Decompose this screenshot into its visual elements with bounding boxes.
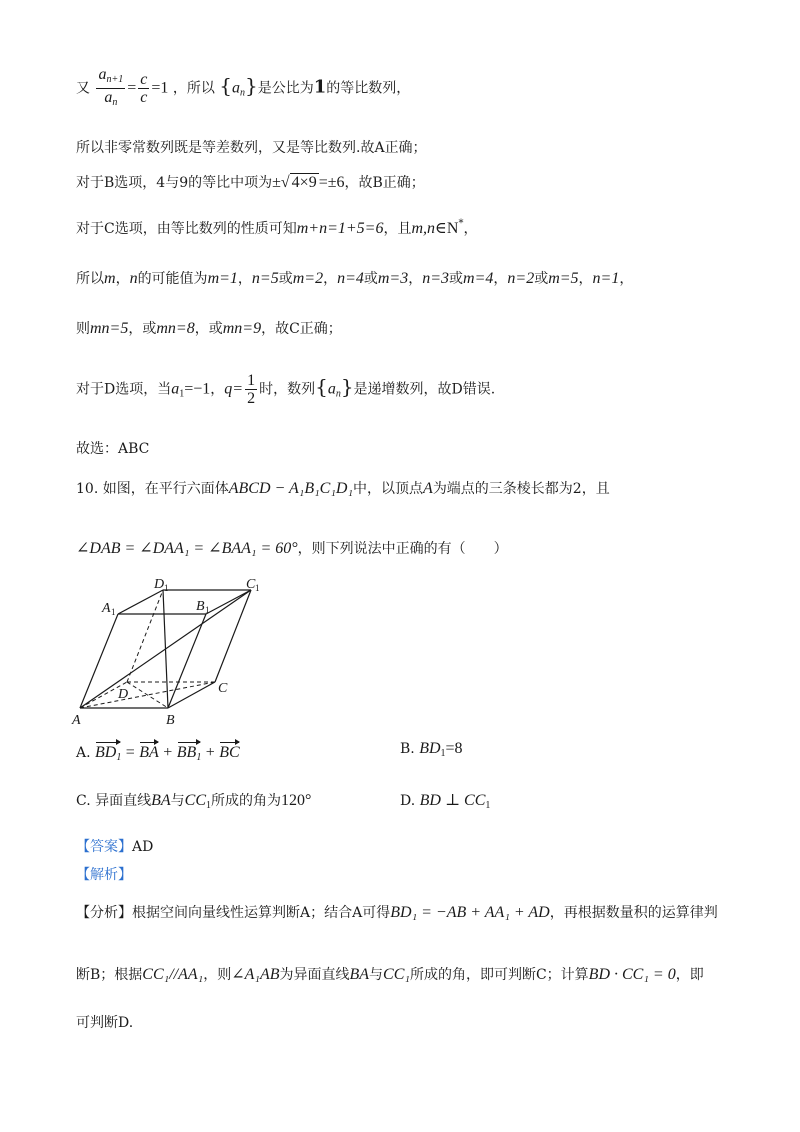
text-comma: ， — [463, 221, 478, 237]
text-with: 与 — [170, 793, 185, 809]
frac-den: a — [104, 89, 113, 106]
text-ratio: 是公比为 — [257, 80, 314, 97]
text: 根据空间向量线性运算判断A；结合A可得 — [132, 905, 391, 921]
label-A1: A — [102, 601, 111, 616]
eq: n=2 — [507, 270, 535, 287]
text-b-tail: ，故B正确； — [344, 175, 425, 191]
sub: 1 — [206, 800, 212, 811]
label-D1-sub: 1 — [164, 583, 169, 593]
line-question-10 — [76, 478, 610, 498]
seq-a: a — [327, 380, 336, 398]
answer-value: AD — [132, 839, 154, 855]
edge-A1D1 — [118, 590, 163, 614]
dot-expr: BD · CC₁ = 0 — [588, 966, 676, 983]
eq: m=5 — [548, 270, 579, 287]
label-D: D — [118, 687, 129, 702]
edge-CC1 — [215, 590, 251, 682]
comma: ， — [619, 271, 634, 287]
edge-BB1 — [168, 614, 206, 708]
var-n: n — [129, 270, 138, 287]
var-m: m — [104, 270, 116, 287]
comma: ， — [210, 381, 225, 398]
eq-m-n: m+n=1+5=6 — [296, 220, 384, 237]
text: 所成的角，即可判断C；计算 — [409, 967, 589, 983]
line-option-d: 对于D选项，当$a_1=-1$，q= $\frac{1}{2}$ 时，数列$\{a_n\}$是递增数列，故D错误. — [76, 372, 496, 407]
edge-B1C1 — [206, 590, 251, 614]
label-C1-sub: 1 — [255, 583, 260, 593]
diagonal-BD1 — [163, 590, 168, 708]
vec-text: BB — [176, 744, 197, 761]
text: ，再根据数量积的运算律判 — [549, 905, 718, 921]
expr: BD — [419, 740, 441, 757]
text-possible: 的可能值为 — [137, 271, 208, 287]
text-geom: 的等比数列， — [326, 80, 411, 97]
sub: 1 — [485, 800, 491, 811]
comma: ， — [578, 271, 593, 287]
solid-name: ABCD − A₁B₁C₁D₁ — [228, 480, 354, 497]
frac-num: a — [98, 66, 107, 83]
parallelepiped-figure — [70, 570, 270, 730]
text-b-prefix: 对于B选项，4与9的等比中项为 — [76, 175, 273, 191]
vec-text: BA — [139, 744, 159, 761]
var-q: q= — [224, 380, 244, 398]
seq-sub: n — [335, 388, 341, 400]
set-N: N — [446, 220, 459, 237]
label-A: A — [72, 713, 81, 728]
analysis-p3: 可判断D. — [76, 1015, 134, 1031]
angle-expr: ∠A₁AB — [231, 966, 280, 983]
text: 为异面直线 — [279, 967, 350, 983]
line-CC1: CC₁ — [383, 966, 410, 983]
answer-line — [76, 836, 153, 856]
text-with: 与 — [369, 967, 384, 983]
text-or: ，或 — [194, 321, 223, 337]
line-mn — [76, 318, 342, 338]
analysis-tag: 【解析】 — [76, 867, 132, 883]
vec-text: BD — [95, 744, 117, 761]
sqrt-content: 4×9 — [291, 174, 317, 191]
vec-BC — [219, 740, 239, 762]
text-you: 又 — [76, 80, 90, 97]
text-ze: 则 — [76, 321, 90, 337]
analysis-p1 — [76, 902, 718, 922]
sub: 1 — [440, 748, 446, 759]
text-q10-tail: 为端点的三条棱长都为2，且 — [432, 481, 610, 497]
line-BA: BA — [349, 966, 370, 983]
vec-BA — [139, 740, 159, 762]
text-d-mid: 时，数列 — [259, 381, 316, 398]
edge-DD1-hidden — [127, 590, 163, 682]
label-D1: D — [154, 577, 165, 592]
line-ratio: 又 $\frac{a_{n+1}}{a_n}$ = $\frac{c}{c}$ =1 ，所以 $\{a_n\}$是公比为1的等比数列， — [76, 66, 410, 111]
angle-value: 120° — [281, 792, 312, 809]
eq: n=1 — [592, 270, 620, 287]
text-or: 或 — [363, 271, 378, 287]
seq-sub: n — [240, 87, 246, 99]
frac-den: 2 — [247, 390, 256, 407]
text-d-tail: 是递增数列，故D错误. — [353, 381, 496, 398]
vec-sub: 1 — [116, 752, 122, 763]
set-mn: m,n∈ — [411, 220, 447, 237]
analysis-p2 — [76, 964, 704, 984]
eq: mn=8 — [156, 320, 195, 337]
eq: n=4 — [337, 270, 364, 287]
edge-BC — [168, 682, 215, 708]
text-or: 或 — [278, 271, 293, 287]
text: ，则 — [203, 967, 232, 983]
eq: m=4 — [463, 270, 494, 287]
label-B: B — [166, 713, 175, 728]
label-C1: C — [246, 577, 256, 592]
fraction-half — [245, 372, 257, 407]
text-q10-prefix: 10. 如图，在平行六面体 — [76, 481, 229, 497]
diagonal-DB-hidden — [127, 682, 168, 708]
line-choice: 故选：ABC — [76, 441, 150, 457]
label-C: C — [218, 681, 228, 696]
eq: m=2 — [292, 270, 324, 287]
line-CC1: CC — [184, 792, 207, 809]
analysis-tag-line — [76, 864, 132, 884]
frac-num: 1 — [247, 372, 256, 389]
option-C-label: C. 异面直线 — [76, 793, 152, 809]
text-angle-is: 所成的角为 — [211, 793, 282, 809]
sub: 1 — [179, 388, 185, 400]
vec-sub: 1 — [196, 752, 202, 763]
line-values — [76, 268, 633, 288]
option-D-label: D. — [400, 793, 416, 809]
eq: n=5 — [251, 270, 279, 287]
var-a: a — [171, 380, 180, 398]
eq: m=3 — [377, 270, 409, 287]
text-or: ，或 — [128, 321, 157, 337]
comma: ， — [115, 271, 130, 287]
vector-expr: BD₁ = −AB + AA₁ + AD — [390, 904, 550, 921]
text: 断B；根据 — [76, 967, 143, 983]
text-or: 或 — [449, 271, 464, 287]
option-A-label: A. — [76, 745, 91, 761]
label-B1: B — [196, 599, 205, 614]
eq: mn=9 — [222, 320, 262, 337]
text-qie: ，且 — [383, 221, 412, 237]
frac-num-sub: n+1 — [106, 74, 124, 85]
line-option-c — [76, 218, 477, 238]
eq: = — [125, 744, 135, 761]
vec-BB1 — [177, 740, 202, 763]
equals-one: =1 — [151, 79, 169, 97]
vec-BD1 — [95, 740, 121, 763]
plus: + — [205, 744, 215, 761]
plus-minus: ± — [272, 174, 281, 191]
line-BA: BA — [151, 792, 171, 809]
line-option-b: 对于B选项，4与9的等比中项为±√ 4×9 =±6，故B正确； — [76, 174, 425, 191]
text-c-prefix: 对于C选项，由等比数列的性质可知 — [76, 221, 297, 237]
frac2-num: c — [140, 71, 148, 88]
vertex-A: A — [423, 480, 433, 497]
eq: n=3 — [422, 270, 450, 287]
eq: m=1 — [207, 270, 238, 287]
ratio-one: 1 — [313, 76, 327, 98]
comma: ， — [493, 271, 508, 287]
fraction-c-c — [138, 71, 149, 106]
parallel-expr: CC₁//AA₁ — [142, 966, 204, 983]
text-or: 或 — [534, 271, 549, 287]
comma: ， — [408, 271, 423, 287]
set-star: * — [458, 218, 464, 229]
analysis-label: 【分析】 — [76, 905, 132, 921]
seq-a: a — [232, 79, 241, 97]
text-c-tail: ，故C正确； — [261, 321, 342, 337]
eq: =−1 — [184, 380, 211, 398]
text: ，即 — [675, 967, 704, 983]
frac-den-sub: n — [112, 97, 118, 108]
fraction-an1-an — [96, 66, 125, 111]
angles-eq: ∠DAB = ∠DAA₁ = ∠BAA₁ = 60° — [76, 540, 298, 557]
line-angles — [76, 538, 508, 558]
option-C — [76, 790, 311, 811]
text-suoyi: ，所以 — [172, 80, 215, 97]
option-D — [400, 790, 490, 811]
label-A1-sub: 1 — [111, 607, 116, 617]
comma: ， — [237, 271, 252, 287]
expr: BD ⊥ CC — [419, 792, 486, 809]
comma: ， — [323, 271, 338, 287]
eq: =8 — [445, 740, 463, 757]
label-B1-sub: 1 — [205, 605, 210, 615]
option-A — [76, 740, 240, 763]
text-q10-mid: 中，以顶点 — [353, 481, 424, 497]
text-d-prefix: 对于D选项，当 — [76, 381, 172, 398]
line-constant-seq: 所以非零常数列既是等差数列，又是等比数列.故A正确； — [76, 140, 427, 156]
plus: + — [163, 744, 173, 761]
sqrt-result: =±6 — [318, 174, 345, 191]
answer-tag: 【答案】 — [76, 839, 132, 855]
option-B — [400, 740, 463, 759]
vec-text: BC — [219, 744, 240, 761]
text-suoyi2: 所以 — [76, 271, 104, 287]
edge-AA1 — [80, 614, 118, 708]
eq: mn=5 — [90, 320, 129, 337]
text-which-correct: ，则下列说法中正确的有（ ） — [297, 541, 508, 557]
frac2-den: c — [140, 89, 148, 106]
option-B-label: B. — [400, 741, 415, 757]
